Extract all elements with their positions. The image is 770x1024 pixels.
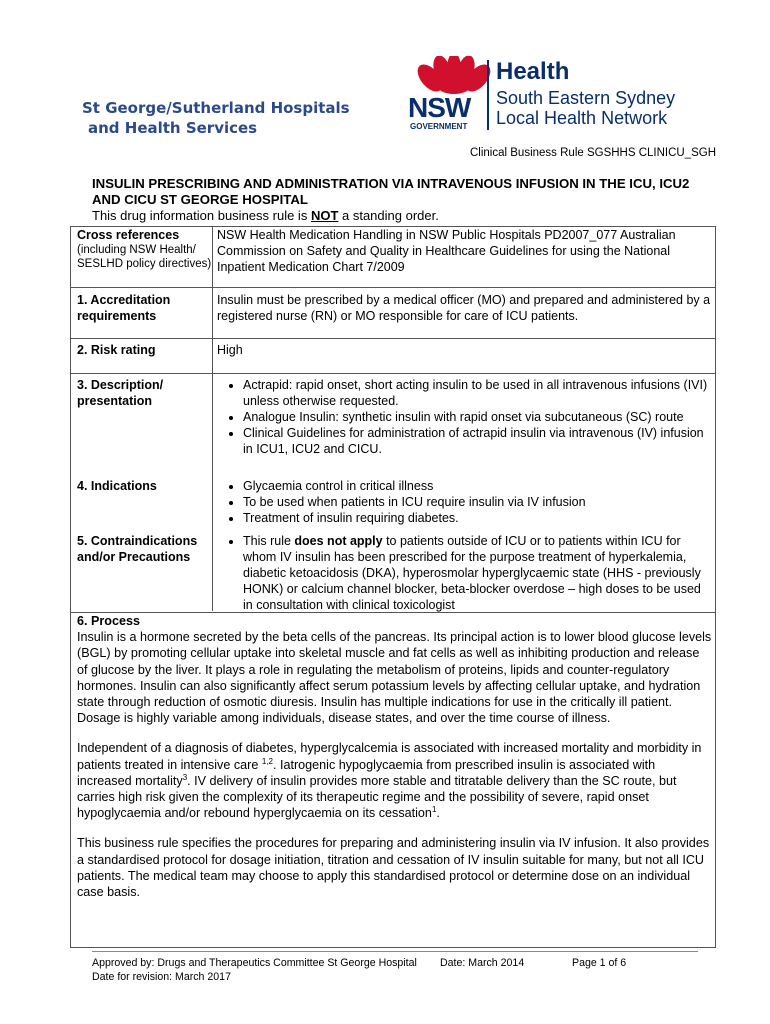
standing-order-prefix: This drug information business rule is: [92, 208, 311, 223]
cross-references-sublabel: (including NSW Health/ SESLHD policy directives): [77, 244, 212, 270]
document-title: INSULIN PRESCRIBING AND ADMINISTRATION VIA INTRAVENOUS INFUSION IN THE ICU, ICU2 AND CICU ST GEORGE HOSPITAL: [92, 176, 690, 207]
rule-table: [70, 226, 716, 948]
organisation-line-1: St George/Sutherland Hospitals: [82, 99, 350, 117]
list-item: • To be used when patients in ICU require insulin via IV infusion: [243, 494, 711, 510]
contraindications-cell: [217, 533, 711, 613]
cross-references-row: [71, 227, 715, 288]
footer-approval: [92, 956, 417, 984]
rule-code: Clinical Business Rule SGSHHS CLINICU_SGH: [470, 147, 717, 159]
risk-rating-label: 2. Risk rating: [77, 343, 156, 357]
footer-approved-by: Approved by: Drugs and Therapeutics Committee St George Hospital: [92, 957, 417, 969]
standing-order-suffix: a standing order.: [338, 208, 439, 223]
footer-date: Date: March 2014: [440, 957, 525, 969]
description-cell: [217, 377, 711, 457]
list-item: • Glycaemia control in critical illness: [243, 478, 711, 494]
logo-network-line-1: South Eastern Sydney: [496, 88, 676, 108]
indications-row: [71, 478, 715, 530]
standing-order-note: [92, 208, 439, 223]
logo-government-text: GOVERNMENT: [410, 122, 468, 131]
process-heading: 6. Process: [77, 614, 141, 628]
process-paragraph-1: Insulin is a hormone secreted by the beta cells of the pancreas. Its principal action is to lower blood glucose levels (BGL) by promoting cellular uptake into skeletal muscle and fat cells as well as inhibiting production and release of glucose by the liver. It plays a role in regulating the metabolism of proteins, lipids and counter-regulatory hormones. Insulin can also significantly affect serum potassium levels by affecting cellular uptake, and hydration state through reduction of osmotic diuresis. Insulin has multiple indications for use in the critically ill patient. Dosage is highly variable among individuals, disease states, and over the time course of illness.: [77, 630, 712, 726]
risk-rating-row: [71, 339, 715, 374]
description-label: 3. Description/ presentation: [77, 378, 164, 408]
organisation-name: [82, 98, 350, 138]
footer-page-number: Page 1 of 6: [572, 957, 627, 969]
footer-revision-date: Date for revision: March 2017: [92, 971, 231, 983]
contraindications-row: [71, 530, 715, 613]
logo-nsw-text: NSW: [408, 92, 471, 123]
description-list: [217, 377, 711, 457]
logo-health-text: Health: [496, 58, 570, 85]
process-paragraph-3: This business rule specifies the procedures for preparing and administering insulin via IV infusion. It also provides a standardised protocol for dosage initiation, titration and cessation of IV insulin suitable for many, but not all ICU patients. The medical team may choose to apply this standardised protocol or determine dose on an individual case basis.: [77, 836, 710, 900]
risk-rating-value: High: [217, 343, 243, 357]
list-item: [243, 533, 711, 613]
list-item: • Clinical Guidelines for administration of actrapid insulin via intravenous (IV) infusion in ICU1, ICU2 and CICU.: [243, 425, 711, 457]
cross-references-label: Cross references: [77, 228, 180, 242]
description-row: [71, 374, 715, 478]
contraindications-pre: This rule: [243, 534, 295, 548]
cross-references-cell: [77, 227, 212, 271]
accreditation-text: Insulin must be prescribed by a medical officer (MO) and prepared and administered by a registered nurse (RN) or MO responsible for care of ICU patients.: [217, 293, 711, 323]
para2-part-c: . IV delivery of insulin provides more stable and titratable delivery than the SC route, but carries high risk given the complexity of its therapeutic regime and the possibility of severe, rapid onset hypoglycaemia and/or rebound hyperglycaemia on its cessation: [77, 773, 677, 821]
footer-divider: [92, 951, 698, 952]
nsw-health-logo: [402, 56, 702, 136]
para2-part-b: . Iatrogenic hypoglycaemia from prescribed insulin is associated with increased mortality: [77, 757, 656, 788]
process-section: [77, 613, 713, 914]
citation-superscript: 3: [182, 772, 188, 782]
contraindications-emphasis: does not apply: [294, 534, 383, 548]
contraindications-list: [217, 533, 711, 613]
para2-part-d: .: [436, 806, 440, 821]
list-item: • Actrapid: rapid onset, short acting insulin to be used in all intravenous infusions (IVI) unless otherwise requested.: [243, 377, 711, 409]
accreditation-label: 1. Accreditation requirements: [77, 293, 171, 323]
list-item: • Analogue Insulin: synthetic insulin with rapid onset via subcutaneous (SC) route: [243, 409, 711, 425]
logo-network-line-2: Local Health Network: [496, 108, 668, 128]
citation-superscript: 1,2: [261, 756, 273, 766]
contraindications-label: 5. Contraindications and/or Precautions: [77, 534, 198, 564]
standing-order-emphasis: NOT: [310, 208, 339, 223]
contraindications-post: to patients outside of ICU or to patients within ICU for whom IV insulin has been prescribed for the purpose treatment of hyperkalemia, diabetic ketoacidosis (DKA), hyperosmolar hyperglycaemic state (HHS - previously HONK) or calcium channel blocker, beta-blocker overdose – high doses to be used in consultation with clinical toxicologist: [243, 534, 701, 612]
accreditation-row: [71, 288, 715, 339]
process-paragraph-2: [77, 740, 713, 821]
cross-references-text: NSW Health Medication Handling in NSW Public Hospitals PD2007_077 Australian Commission on Safety and Quality in Healthcare Guidelines for using the National Inpatient Medication Chart 7/2009: [217, 228, 676, 274]
indications-list: [217, 478, 711, 526]
para2-part-a: Independent of a diagnosis of diabetes, hyperglycalcemia is associated with increased mortality and morbidity in patients treated in intensive care: [77, 741, 702, 772]
indications-label: 4. Indications: [77, 479, 157, 493]
organisation-line-2: and Health Services: [88, 119, 258, 137]
list-item: • Treatment of insulin requiring diabetes.: [243, 510, 711, 526]
citation-superscript: 1: [431, 805, 437, 815]
indications-cell: [217, 478, 711, 526]
